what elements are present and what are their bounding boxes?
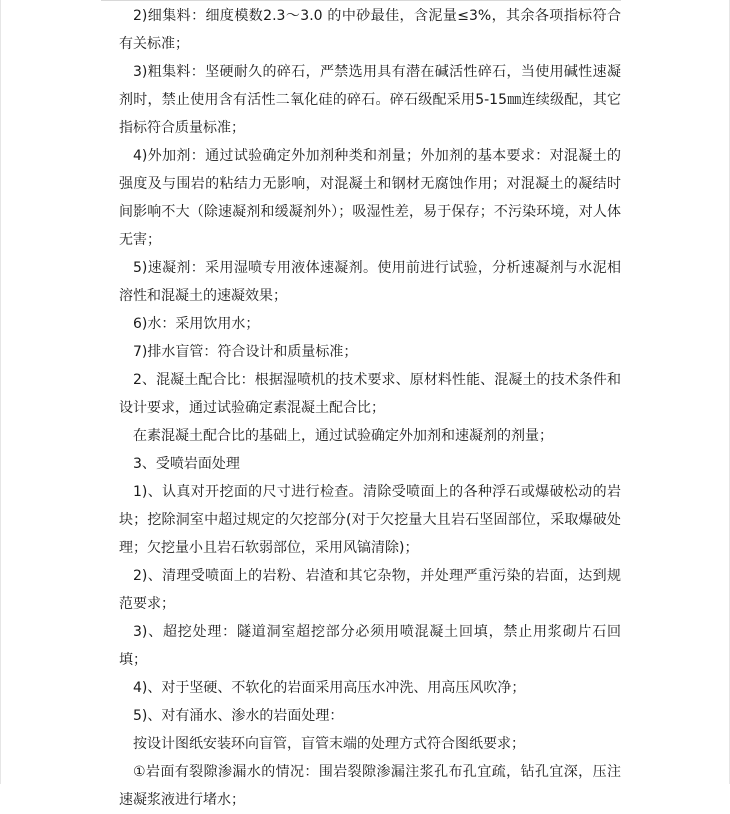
paragraph-accelerator: 5)速凝剂：采用湿喷专用液体速凝剂。使用前进行试验，分析速凝剂与水泥相溶性和混凝土的速凝效果； <box>119 260 621 304</box>
paragraph-fine-aggregate: 2)细集料：细度模数2.3～3.0 的中砂最佳，含泥量≤3%，其余各项指标符合有关标准； <box>119 8 621 52</box>
paragraph-fissure-leak: ①岩面有裂隙渗漏水的情况：围岩裂隙渗漏注浆孔布孔宜疏，钻孔宜深，压注速凝浆液进行堵水； <box>119 764 621 808</box>
paragraph-hard-rock-wash: 4)、对于坚硬、不软化的岩面采用高压水冲洗、用高压风吹净； <box>133 680 526 696</box>
paragraph-admixture: 4)外加剂：通过试验确定外加剂种类和剂量；外加剂的基本要求：对混凝土的强度及与围岩的粘结力无影响，对混凝土和钢材无腐蚀作用；对混凝土的凝结时间影响不大（除速凝剂和缓凝剂外）；吸湿性差，易于保存；不污染环境，对人体无害； <box>119 148 621 248</box>
paragraph-admixture-dosage: 在素混凝土配合比的基础上，通过试验确定外加剂和速凝剂的剂量； <box>133 428 553 444</box>
paragraph-water: 6)水：采用饮用水； <box>133 316 260 332</box>
paragraph-drain-pipe: 7)排水盲管：符合设计和质量标准； <box>133 344 358 360</box>
paragraph-water-inflow: 5)、对有涌水、渗水的岩面处理： <box>133 708 344 724</box>
paragraph-overbreak: 3)、超挖处理：隧道洞室超挖部分必须用喷混凝土回填，禁止用浆砌片石回填； <box>119 624 621 668</box>
paragraph-excavation-check: 1)、认真对开挖面的尺寸进行检查。清除受喷面上的各种浮石或爆破松动的岩块；挖除洞室中超过规定的欠挖部分(对于欠挖量大且岩石坚固部位，采取爆破处理；欠挖量小且岩石软弱部位，采用风镐清除)； <box>119 484 621 556</box>
paragraph-coarse-aggregate: 3)粗集料：坚硬耐久的碎石，严禁选用具有潜在碱活性碎石，当使用碱性速凝剂时，禁止使用含有活性二氧化硅的碎石。碎石级配采用5-15㎜连续级配，其它指标符合质量标准； <box>119 64 621 136</box>
paragraph-surface-treatment-heading: 3、受喷岩面处理 <box>133 456 240 472</box>
paragraph-surface-cleaning: 2)、清理受喷面上的岩粉、岩渣和其它杂物，并处理严重污染的岩面，达到规范要求； <box>119 568 621 612</box>
document-body <box>119 0 621 814</box>
paragraph-blind-pipe: 按设计图纸安装环向盲管，盲管末端的处理方式符合图纸要求； <box>133 736 525 752</box>
paragraph-mix-ratio: 2、混凝土配合比：根据湿喷机的技术要求、原材料性能、混凝土的技术条件和设计要求，通过试验确定素混凝土配合比； <box>119 372 621 416</box>
